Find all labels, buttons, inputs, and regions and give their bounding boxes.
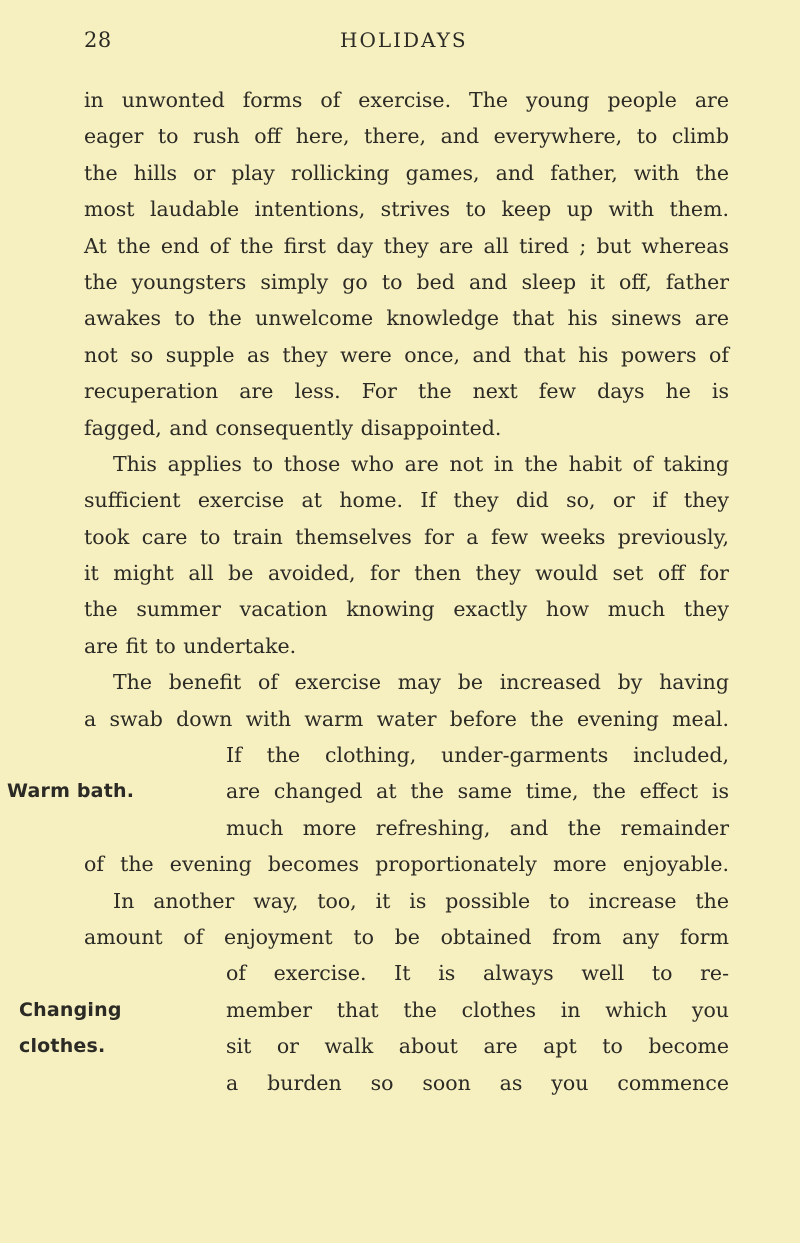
page-header [84, 28, 726, 58]
text-line: awakes to the unwelcome knowledge that his sinews are [84, 306, 729, 331]
text-line: took care to train themselves for a few weeks previously, [84, 524, 729, 549]
text-line: sit or walk about are apt to become [226, 1034, 729, 1059]
sidenote-clothes: clothes. [19, 1035, 106, 1058]
text-line: The benefit of exercise may be increased by having [113, 670, 729, 695]
text-line: most laudable intentions, strives to keep up with them. [84, 197, 729, 222]
running-head: HOLIDAYS [340, 28, 468, 52]
text-line: the summer vacation knowing exactly how much they [84, 597, 729, 622]
text-line-with-sidenote [19, 1028, 729, 1064]
text-line: in unwonted forms of exercise. The young people are [84, 88, 729, 112]
text-line: are changed at the same time, the effect is [226, 779, 729, 804]
text-line: eager to rush off here, there, and everywhere, to climb [84, 124, 729, 149]
sidenote-changing: Changing [19, 998, 122, 1021]
text-line: At the end of the first day they are all tired ; but whereas [84, 233, 729, 258]
body-text [7, 82, 729, 1101]
text-line: a swab down with warm water before the evening meal. [84, 706, 729, 731]
text-line: are fit to undertake. [84, 633, 297, 658]
text-line: fagged, and consequently disappointed. [84, 415, 502, 440]
text-line: it might all be avoided, for then they would set off for [84, 561, 729, 586]
page-number: 28 [84, 28, 112, 52]
text-line: amount of enjoyment to be obtained from any form [84, 924, 729, 949]
text-line: much more refreshing, and the remainder [226, 815, 729, 840]
text-line: the hills or play rollicking games, and father, with the [84, 160, 729, 185]
text-line: member that the clothes in which you [226, 997, 729, 1022]
text-line: If the clothing, under-garments included, [226, 743, 729, 768]
text-line: of the evening becomes proportionately more enjoyable. [84, 852, 729, 877]
text-line: sufficient exercise at home. If they did so, or if they [84, 488, 729, 513]
text-line: recuperation are less. For the next few days he is [84, 379, 729, 404]
text-line: This applies to those who are not in the habit of taking [113, 451, 729, 476]
text-line: of exercise. It is always well to re- [226, 961, 729, 986]
text-line: the youngsters simply go to bed and sleep it off, father [84, 269, 729, 294]
text-line-with-sidenote [7, 773, 729, 809]
text-line: not so supple as they were once, and that his powers of [84, 342, 729, 367]
sidenote-warm-bath: Warm bath. [7, 780, 135, 803]
text-line-with-sidenote [19, 992, 729, 1028]
text-line: a burden so soon as you commence [226, 1070, 729, 1095]
text-line: In another way, too, it is possible to increase the [113, 888, 729, 913]
